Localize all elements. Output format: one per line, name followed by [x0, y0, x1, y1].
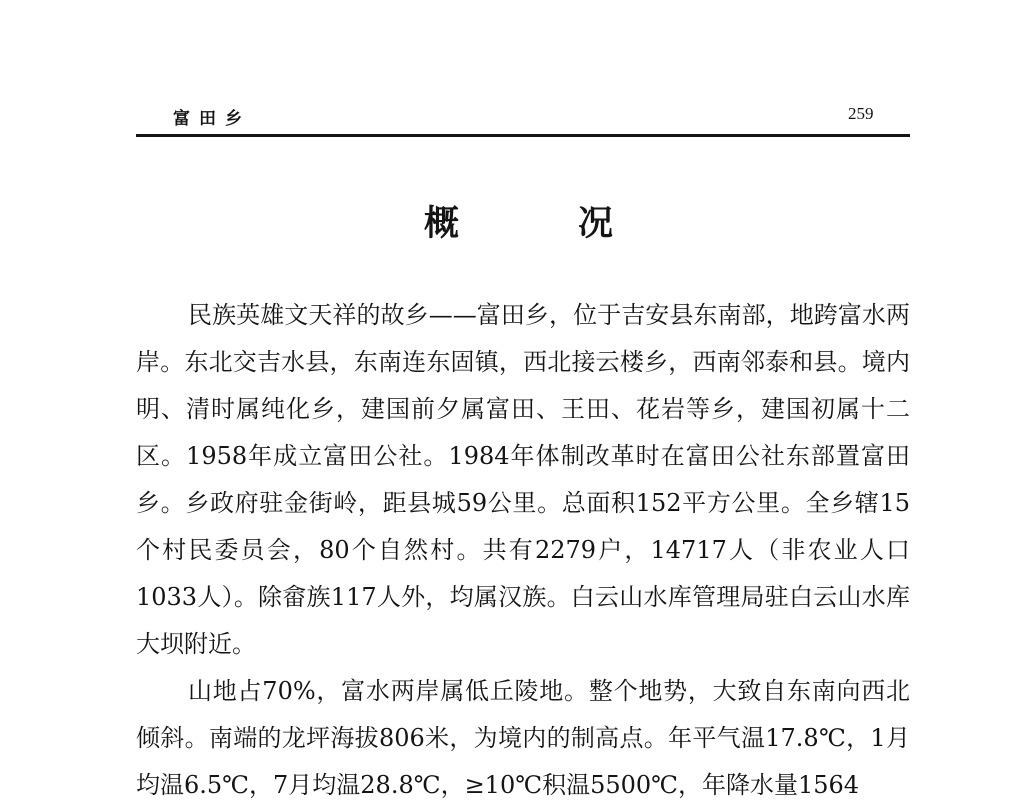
- running-header-title: 富田乡: [173, 109, 251, 129]
- page-number: 259: [848, 104, 874, 123]
- heading-char-1: 概: [424, 203, 460, 244]
- paragraph-1: 民族英雄文天祥的故乡——富田乡，位于吉安县东南部，地跨富水两岸。东北交吉水县，东南连东固镇，西北接云楼乡，西南邻泰和县。境内明、清时属纯化乡，建国前夕属富田、王田、花岩等乡，建国初属十二区。1958年成立富田公社。1984年体制改革时在富田公社东部置富田乡。乡政府驻金街岭，距县城59公里。总面积152平方公里。全乡辖15个村民委员会，80个自然村。共有2279户，14717人（非农业人口1033人）。除畲族117人外，均属汉族。白云山水库管理局驻白云山水库大坝附近。: [136, 301, 910, 658]
- section-heading: [0, 196, 1024, 246]
- heading-char-2: 况: [578, 203, 614, 244]
- body-text: [136, 292, 910, 809]
- paragraph-2: 山地占70%，富水两岸属低丘陵地。整个地势，大致自东南向西北倾斜。南端的龙坪海拔806米，为境内的制高点。年平气温17.8℃，1月均温6.5℃，7月均温28.8℃，≥10℃积温5500℃，年降水量1564: [136, 677, 910, 799]
- header-rule: [136, 134, 910, 137]
